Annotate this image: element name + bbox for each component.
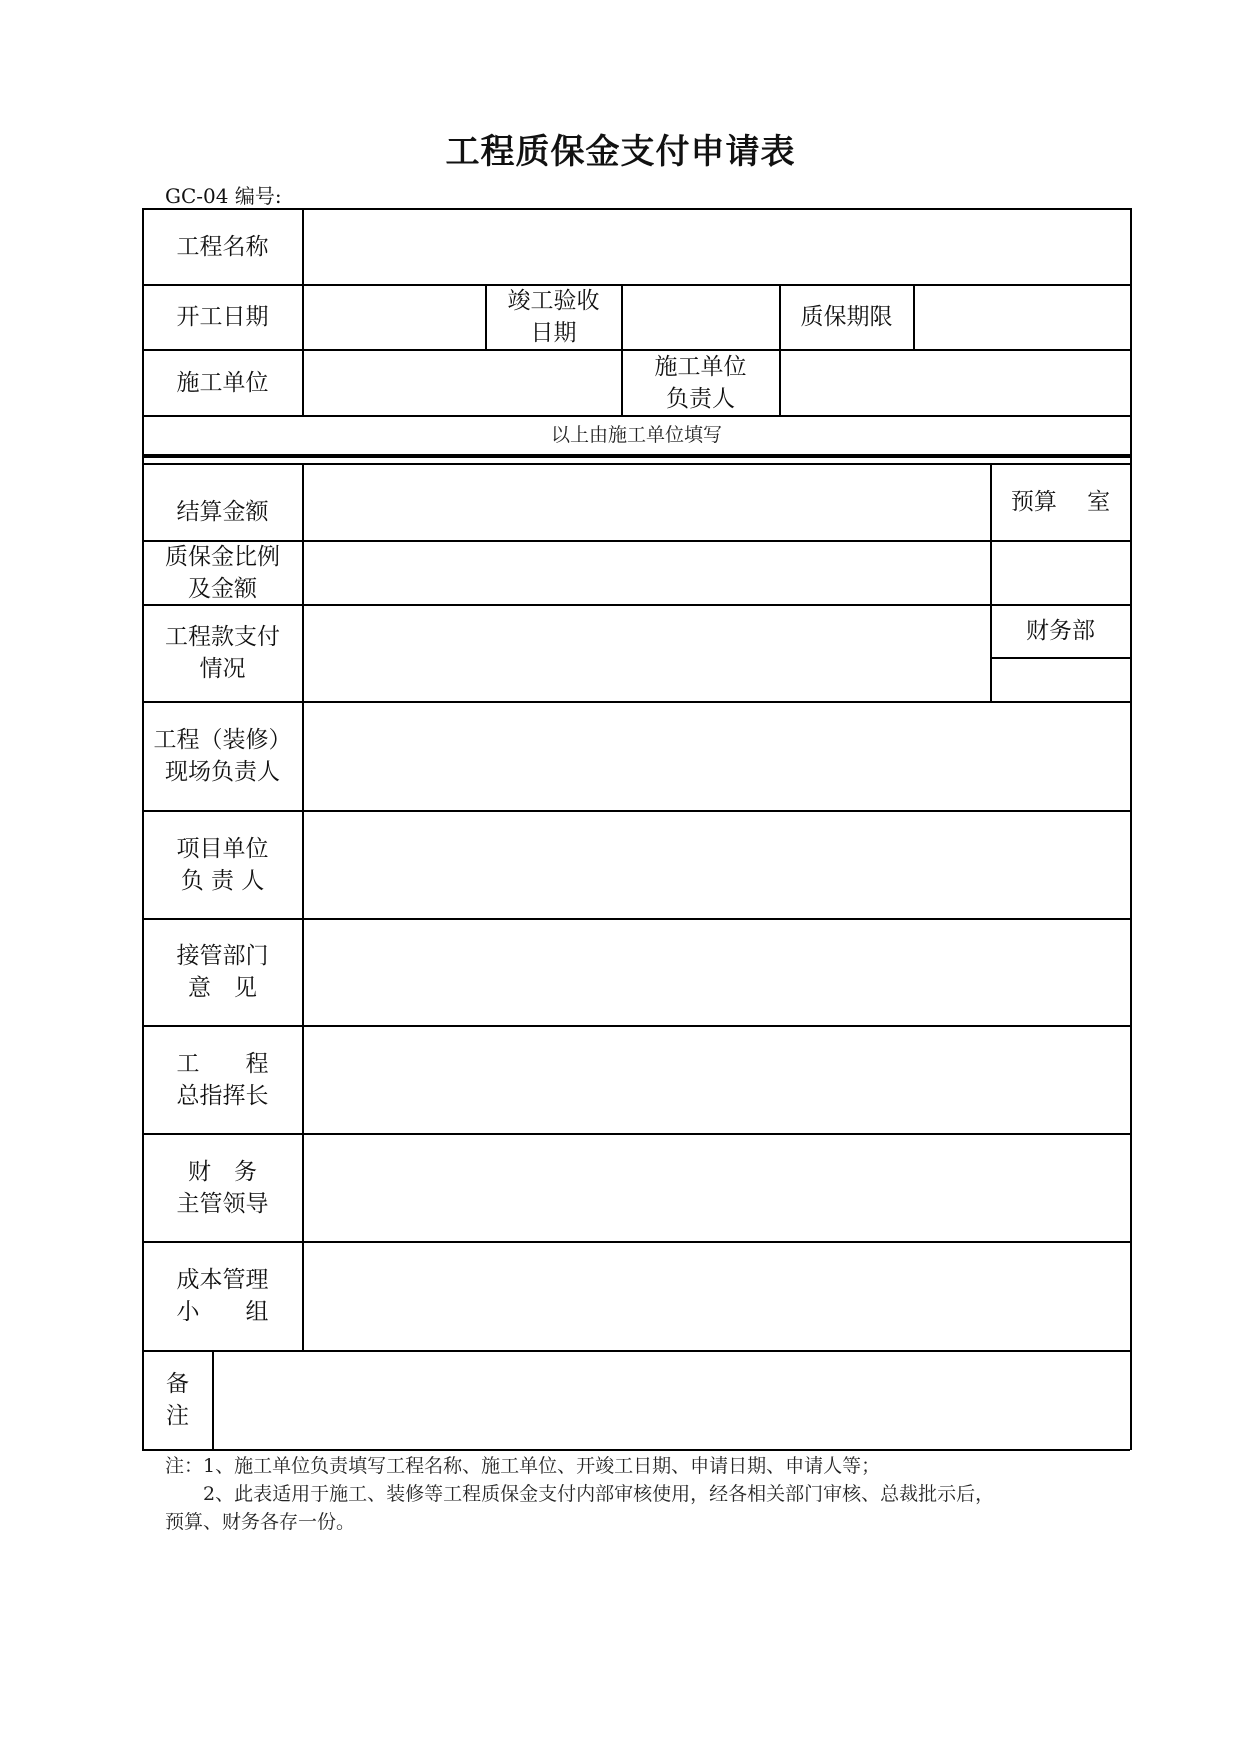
finance-leader-label: 财 务 主管领导: [176, 1158, 269, 1217]
chief-commander-field[interactable]: [303, 1026, 1130, 1133]
form-code: GC-04 编号:: [165, 184, 282, 208]
budget-office-label: 预算 室: [1010, 489, 1111, 515]
table-border-bottom: [142, 1449, 1130, 1451]
contractor-head-field[interactable]: [780, 350, 1130, 415]
footnote-line: 注：1、施工单位负责填写工程名称、施工单位、开竣工日期、申请日期、申请人等；: [165, 1455, 881, 1477]
project-name-field[interactable]: [303, 209, 1130, 284]
filled-by-contractor-note: 以上由施工单位填写: [550, 424, 722, 446]
warranty-period-field[interactable]: [914, 285, 1130, 349]
remarks-field[interactable]: [213, 1351, 1130, 1449]
retention-ratio-field[interactable]: [303, 541, 990, 604]
budget-office-sign-field[interactable]: [991, 541, 1130, 604]
footnotes: [165, 1452, 1095, 1536]
cost-group-label: 成本管理 小 组: [176, 1267, 269, 1325]
project-unit-head-label: 项目单位 负 责 人: [176, 835, 269, 894]
takeover-opinion-label: 接管部门 意 见: [176, 943, 269, 1001]
settlement-amount-label: 结算金额: [176, 499, 269, 525]
payment-status-field[interactable]: [303, 605, 990, 701]
payment-status-label: 工程款支付 情况: [165, 624, 280, 682]
start-date-field[interactable]: [303, 285, 485, 349]
finance-dept-sign-field[interactable]: [991, 658, 1130, 701]
retention-ratio-label: 质保金比例 及金额: [165, 543, 280, 602]
contractor-field[interactable]: [303, 350, 621, 415]
project-unit-head-field[interactable]: [303, 811, 1130, 918]
settlement-amount-field[interactable]: [303, 464, 990, 540]
takeover-opinion-field[interactable]: [303, 919, 1130, 1025]
footnote-line: 2、此表适用于施工、装修等工程质保金支付内部审核使用，经各相关部门审核、总裁批示后，: [165, 1483, 995, 1505]
page-title: 工程质保金支付申请表: [445, 132, 796, 172]
completion-date-label: 竣工验收 日期: [507, 288, 600, 346]
table-border-right: [1130, 208, 1132, 1450]
warranty-period-label: 质保期限: [800, 304, 893, 330]
remarks-label: 备 注: [166, 1371, 189, 1429]
contractor-label: 施工单位: [176, 369, 269, 396]
completion-date-field[interactable]: [622, 285, 779, 349]
project-name-label: 工程名称: [176, 233, 269, 260]
site-manager-label: 工程（装修） 现场负责人: [153, 727, 292, 785]
site-manager-field[interactable]: [303, 702, 1130, 810]
contractor-head-label: 施工单位 负责人: [654, 353, 747, 412]
finance-dept-label: 财务部: [1026, 618, 1095, 644]
footnote-line: 预算、财务各存一份。: [165, 1511, 356, 1533]
thick-divider: [142, 454, 1130, 458]
finance-leader-field[interactable]: [303, 1134, 1130, 1241]
chief-commander-label: 工 程 总指挥长: [176, 1050, 269, 1109]
start-date-label: 开工日期: [176, 304, 269, 330]
cost-group-field[interactable]: [303, 1242, 1130, 1350]
